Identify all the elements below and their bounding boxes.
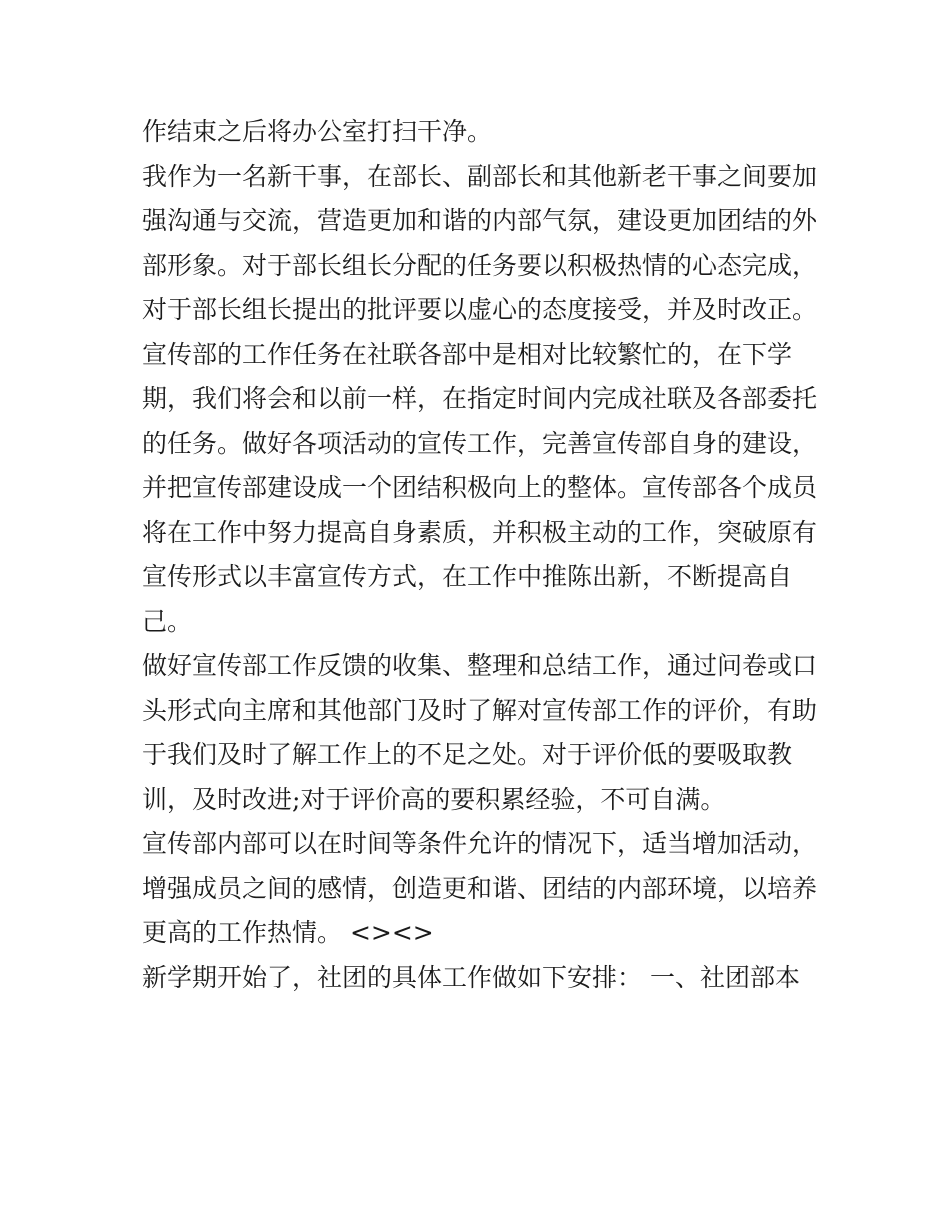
text-line: 做好宣传部工作反馈的收集、整理和总结工作，通过问卷或口 — [142, 651, 818, 680]
text-line: 的任务。做好各项活动的宣传工作，完善宣传部自身的建设， — [142, 428, 818, 458]
text-line: 并把宣传部建设成一个团结积极向上的整体。宣传部各个成员 — [142, 473, 818, 502]
text-line: 期，我们将会和以前一样，在指定时间内完成社联及各部委托 — [142, 384, 818, 413]
text-line: 增强成员之间的感情，创造更和谐、团结的内部环境，以培养 — [142, 873, 818, 903]
text-line: 作结束之后将办公室打扫干净。 — [142, 117, 493, 146]
text-line: 将在工作中努力提高自身素质，并积极主动的工作，突破原有 — [142, 517, 818, 547]
text-line: 新学期开始了，社团的具体工作做如下安排： 一、社团部本 — [142, 962, 800, 992]
text-line: 部形象。对于部长组长分配的任务要以积极热情的心态完成， — [142, 250, 818, 280]
text-line: 己。 — [142, 606, 193, 636]
text-line: 训，及时改进;对于评价高的要积累经验，不可自满。 — [142, 784, 726, 814]
text-line: 宣传部内部可以在时间等条件允许的情况下，适当增加活动， — [142, 829, 818, 858]
text-line: 宣传部的工作任务在社联各部中是相对比较繁忙的，在下学 — [142, 339, 793, 369]
text-line: 于我们及时了解工作上的不足之处。对于评价低的要吸取教 — [142, 740, 793, 769]
document-body — [142, 110, 822, 1000]
text-line: 头形式向主席和其他部门及时了解对宣传部工作的评价，有助 — [142, 695, 818, 725]
text-line: 对于部长组长提出的批评要以虚心的态度接受，并及时改正。 — [142, 295, 818, 324]
text-line: 我作为一名新干事，在部长、副部长和其他新老干事之间要加 — [142, 161, 818, 191]
text-line: 宣传形式以丰富宣传方式，在工作中推陈出新，不断提高自 — [142, 562, 793, 591]
text-line: 更高的工作热情。 <><> — [142, 918, 434, 947]
text-line: 强沟通与交流，营造更加和谐的内部气氛，建设更加团结的外 — [142, 206, 818, 235]
